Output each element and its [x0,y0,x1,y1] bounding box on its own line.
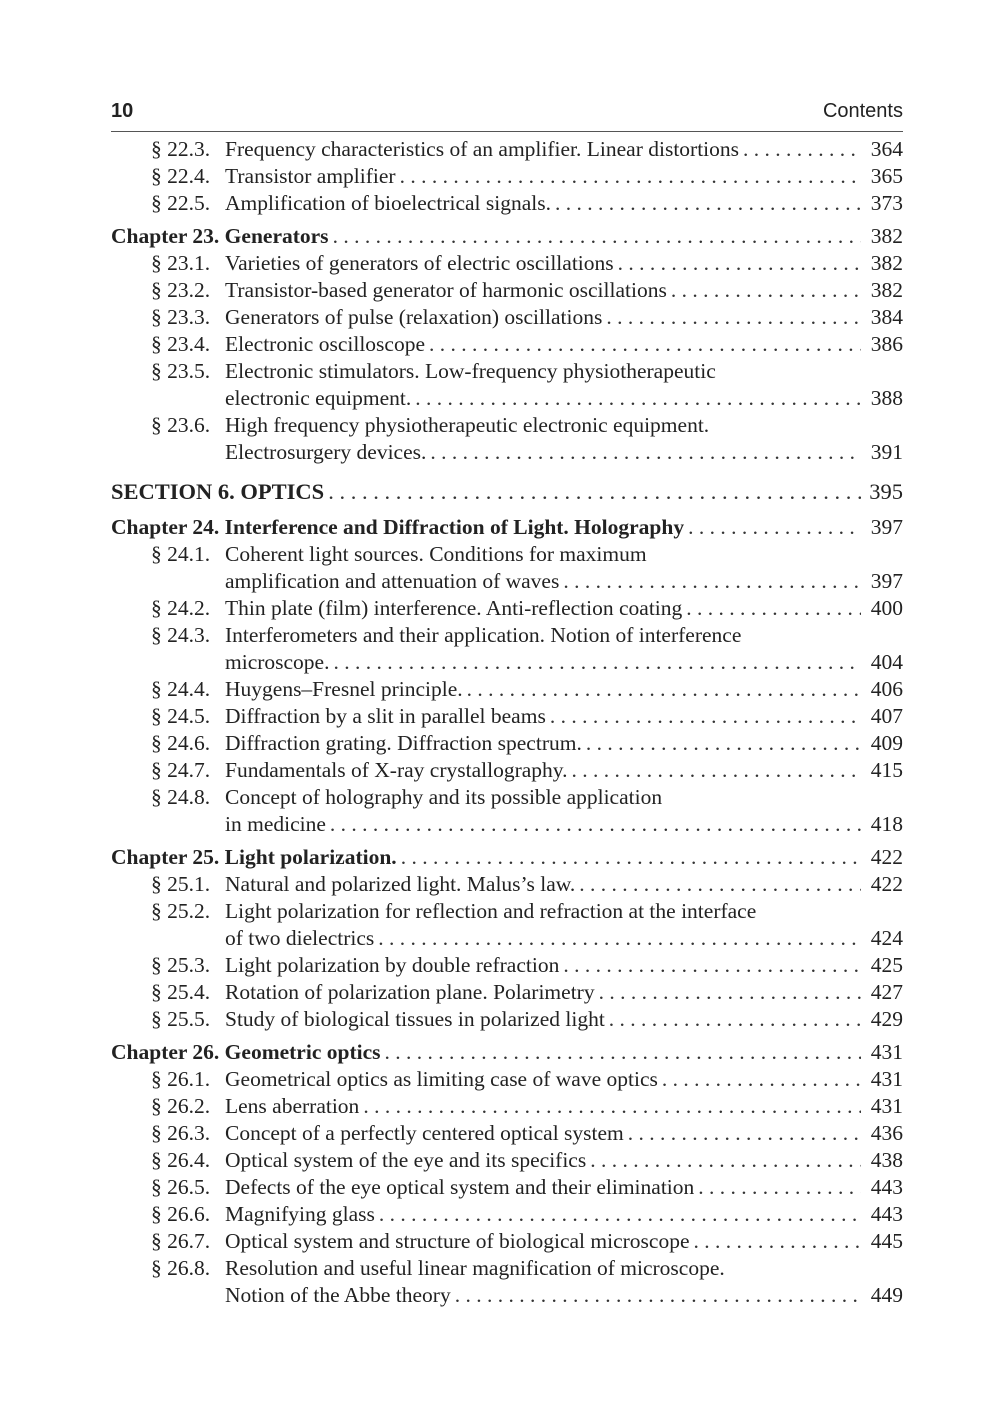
toc-section-entry [111,476,903,508]
entry-page-number: 406 [870,677,903,701]
entry-title: Chapter 26. Geometric optics [111,1040,381,1064]
entry-number: § 26.5. [151,1175,211,1199]
toc-line [111,250,903,277]
toc-chapter-entry [111,514,903,541]
page [111,100,903,1309]
toc-subsection-entry [111,703,903,730]
entry-number: § 26.4. [151,1148,211,1172]
toc-subsection-entry [111,676,903,703]
toc-line [111,568,903,595]
toc-subsection-entry [111,1228,903,1255]
dot-leader [590,1147,861,1174]
entry-title: Amplification of bioelectrical signals. [225,191,551,215]
toc-subsection-entry [111,757,903,784]
entry-page-number: 391 [870,440,903,464]
running-head [111,100,903,132]
dot-leader [328,476,861,508]
toc-line [111,385,903,412]
entry-page-number: 404 [870,650,903,674]
entry-number: § 25.1. [151,872,211,896]
entry-page-number: 443 [870,1175,903,1199]
entry-page-number: 364 [870,137,903,161]
toc-line [111,1093,903,1120]
dot-leader [379,1201,861,1228]
entry-title: Light polarization for reflection and refraction at the interface [225,899,757,923]
dot-leader [455,1282,861,1309]
entry-title: Transistor-based generator of harmonic oscillations [225,278,667,302]
dot-leader [563,952,861,979]
toc-line [111,136,903,163]
entry-page-number: 429 [870,1007,903,1031]
entry-page-number: 438 [870,1148,903,1172]
entry-number: § 24.3. [151,623,211,647]
toc-subsection-entry [111,250,903,277]
dot-leader [400,163,861,190]
toc-line [111,541,903,568]
entry-page-number: 407 [870,704,903,728]
entry-title: Optical system and structure of biological microscope [225,1229,690,1253]
dot-leader [698,1174,861,1201]
toc-subsection-entry [111,1201,903,1228]
entry-title: Notion of the Abbe theory [225,1283,451,1307]
entry-title: Concept of a perfectly centered optical system [225,1121,624,1145]
entry-title: of two dielectrics [225,926,375,950]
toc-line [111,649,903,676]
toc-line [111,163,903,190]
entry-title: Resolution and useful linear magnification of microscope. [225,1256,725,1280]
dot-leader [686,595,861,622]
entry-number: § 22.3. [151,137,211,161]
dot-leader [333,649,861,676]
toc-line [111,730,903,757]
entry-page-number: 422 [870,845,903,869]
entry-title: Electrosurgery devices. [225,440,427,464]
toc-subsection-entry [111,1255,903,1309]
entry-number: § 26.8. [151,1256,211,1280]
entry-number: § 24.5. [151,704,211,728]
entry-title: Varieties of generators of electric oscillations [225,251,614,275]
entry-title: electronic equipment. [225,386,412,410]
entry-title: amplification and attenuation of waves [225,569,560,593]
toc-subsection-entry [111,1066,903,1093]
entry-number: § 23.1. [151,251,211,275]
entry-page-number: 382 [870,278,903,302]
entry-page-number: 382 [870,224,903,248]
toc-subsection-entry [111,952,903,979]
entry-title: Huygens–Fresnel principle. [225,677,463,701]
entry-page-number: 373 [870,191,903,215]
entry-page-number: 400 [870,596,903,620]
toc-line [111,514,903,541]
toc-line [111,898,903,925]
entry-title: Chapter 23. Generators [111,224,329,248]
entry-page-number: 431 [870,1067,903,1091]
toc-subsection-entry [111,358,903,412]
toc-line [111,622,903,649]
toc-subsection-entry [111,595,903,622]
entry-title: in medicine [225,812,326,836]
toc-line [111,925,903,952]
dot-leader [415,385,861,412]
toc-line [111,277,903,304]
dot-leader [586,730,861,757]
toc-line [111,757,903,784]
toc-subsection-entry [111,277,903,304]
entry-number: § 23.4. [151,332,211,356]
dot-leader [467,676,861,703]
toc-line [111,1147,903,1174]
entry-title: Light polarization by double refraction [225,953,560,977]
toc-chapter-entry [111,1039,903,1066]
entry-page-number: 397 [870,515,903,539]
dot-leader [363,1093,861,1120]
toc-line [111,1228,903,1255]
entry-title: Frequency characteristics of an amplifier. Linear distortions [225,137,740,161]
entry-number: § 24.1. [151,542,211,566]
toc-line [111,476,903,508]
toc-line [111,412,903,439]
toc-subsection-entry [111,1093,903,1120]
entry-title: Magnifying glass [225,1202,375,1226]
entry-number: § 26.1. [151,1067,211,1091]
page-number: 10 [111,100,134,122]
entry-number: § 25.2. [151,899,211,923]
running-title: Contents [822,100,903,122]
entry-page-number: 397 [870,569,903,593]
entry-number: § 24.4. [151,677,211,701]
dot-leader [662,1066,861,1093]
entry-page-number: 425 [870,953,903,977]
entry-title: Electronic stimulators. Low-frequency physiotherapeutic [225,359,716,383]
dot-leader [550,703,861,730]
toc-line [111,871,903,898]
dot-leader [563,568,861,595]
dot-leader [599,979,861,1006]
toc-subsection-entry [111,622,903,676]
dot-leader [430,439,861,466]
dot-leader [688,514,861,541]
entry-title: Chapter 24. Interference and Diffraction of Light. Holography [111,515,685,539]
toc-line [111,676,903,703]
dot-leader [333,223,861,250]
entry-title: Defects of the eye optical system and their elimination [225,1175,695,1199]
entry-page-number: 418 [870,812,903,836]
toc-subsection-entry [111,541,903,595]
entry-page-number: 388 [870,386,903,410]
entry-number: § 24.6. [151,731,211,755]
entry-title: Geometrical optics as limiting case of wave optics [225,1067,658,1091]
dot-leader [385,1039,862,1066]
toc-subsection-entry [111,784,903,838]
entry-title: Coherent light sources. Conditions for maximum [225,542,647,566]
toc-line [111,952,903,979]
entry-page-number: 445 [870,1229,903,1253]
entry-number: § 23.6. [151,413,211,437]
toc-subsection-entry [111,898,903,952]
entry-number: § 25.5. [151,1007,211,1031]
entry-page-number: 422 [870,872,903,896]
toc-subsection-entry [111,871,903,898]
toc-line [111,1282,903,1309]
toc-line [111,223,903,250]
dot-leader [555,190,861,217]
toc-line [111,784,903,811]
dot-leader [694,1228,861,1255]
toc-subsection-entry [111,412,903,466]
entry-title: Diffraction by a slit in parallel beams [225,704,546,728]
dot-leader [671,277,861,304]
entry-number: § 25.4. [151,980,211,1004]
entry-title: Interferometers and their application. Notion of interference [225,623,742,647]
toc-line [111,190,903,217]
entry-title: Concept of holography and its possible application [225,785,663,809]
entry-title: Study of biological tissues in polarized light [225,1007,605,1031]
entry-title: Optical system of the eye and its specifics [225,1148,587,1172]
entry-number: § 24.8. [151,785,211,809]
table-of-contents [111,136,903,1309]
toc-line [111,844,903,871]
dot-leader [572,757,861,784]
toc-chapter-entry [111,223,903,250]
toc-subsection-entry [111,1147,903,1174]
entry-title: Thin plate (film) interference. Anti-reflection coating [225,596,683,620]
entry-page-number: 443 [870,1202,903,1226]
entry-page-number: 449 [870,1283,903,1307]
entry-page-number: 427 [870,980,903,1004]
dot-leader [618,250,861,277]
toc-subsection-entry [111,1120,903,1147]
entry-title: Lens aberration [225,1094,360,1118]
toc-line [111,1120,903,1147]
toc-line [111,595,903,622]
dot-leader [609,1006,861,1033]
toc-subsection-entry [111,190,903,217]
dot-leader [330,811,861,838]
entry-number: § 23.2. [151,278,211,302]
toc-line [111,358,903,385]
entry-number: § 22.5. [151,191,211,215]
toc-line [111,979,903,1006]
entry-number: § 23.3. [151,305,211,329]
toc-line [111,1201,903,1228]
toc-chapter-entry [111,844,903,871]
toc-line [111,331,903,358]
entry-page-number: 424 [870,926,903,950]
toc-line [111,1006,903,1033]
entry-page-number: 382 [870,251,903,275]
toc-line [111,1174,903,1201]
toc-line [111,703,903,730]
entry-title: Generators of pulse (relaxation) oscillations [225,305,603,329]
entry-title: Transistor amplifier [225,164,396,188]
entry-page-number: 415 [870,758,903,782]
entry-number: § 22.4. [151,164,211,188]
dot-leader [378,925,861,952]
dot-leader [579,871,861,898]
entry-page-number: 409 [870,731,903,755]
dot-leader [429,331,861,358]
entry-number: § 26.7. [151,1229,211,1253]
entry-title: microscope. [225,650,330,674]
entry-title: Natural and polarized light. Malus’s law. [225,872,576,896]
entry-page-number: 436 [870,1121,903,1145]
dot-leader [628,1120,861,1147]
entry-title: SECTION 6. OPTICS [111,479,325,504]
entry-page-number: 384 [870,305,903,329]
toc-line [111,304,903,331]
entry-page-number: 365 [870,164,903,188]
toc-subsection-entry [111,1174,903,1201]
toc-line [111,439,903,466]
entry-page-number: 431 [870,1094,903,1118]
toc-subsection-entry [111,136,903,163]
entry-title: Rotation of polarization plane. Polarimetry [225,980,595,1004]
dot-leader [606,304,861,331]
toc-subsection-entry [111,163,903,190]
entry-title: High frequency physiotherapeutic electronic equipment. [225,413,710,437]
toc-subsection-entry [111,979,903,1006]
entry-title: Electronic oscilloscope [225,332,425,356]
toc-subsection-entry [111,331,903,358]
toc-subsection-entry [111,1006,903,1033]
entry-number: § 26.2. [151,1094,211,1118]
toc-line [111,1255,903,1282]
entry-number: § 26.6. [151,1202,211,1226]
toc-line [111,1066,903,1093]
toc-subsection-entry [111,730,903,757]
dot-leader [401,844,861,871]
entry-page-number: 386 [870,332,903,356]
entry-title: Fundamentals of X-ray crystallography. [225,758,568,782]
toc-line [111,1039,903,1066]
entry-page-number: 431 [870,1040,903,1064]
entry-number: § 24.2. [151,596,211,620]
toc-subsection-entry [111,304,903,331]
entry-title: Diffraction grating. Diffraction spectrum. [225,731,582,755]
toc-line [111,811,903,838]
dot-leader [743,136,861,163]
entry-number: § 26.3. [151,1121,211,1145]
entry-number: § 25.3. [151,953,211,977]
entry-title: Chapter 25. Light polarization. [111,845,397,869]
entry-number: § 23.5. [151,359,211,383]
entry-page-number: 395 [869,479,903,504]
entry-number: § 24.7. [151,758,211,782]
